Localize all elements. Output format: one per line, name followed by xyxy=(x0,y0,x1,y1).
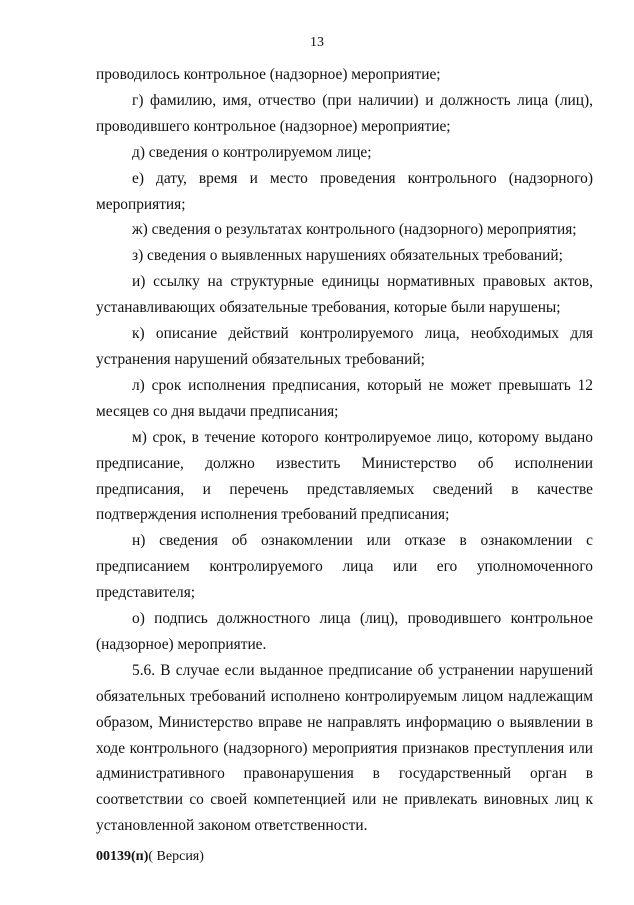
paragraph: проводилось контрольное (надзорное) мероприятие; xyxy=(96,66,441,83)
document-code: 00139(п) xyxy=(96,849,149,864)
paragraph: д) сведения о контролируемом лице; xyxy=(132,143,372,161)
document-version: ( Версия) xyxy=(148,849,204,864)
paragraph: е) дату, время и место проведения контрольного (надзорного) мероприятия; xyxy=(96,169,593,213)
paragraph: к) описание действий контролируемого лица, необходимых для устранения нарушений обязательных требований; xyxy=(96,325,593,368)
paragraph: 5.6. В случае если выданное предписание об устранении нарушений обязательных требований исполнено контролируемым лицом надлежащим образом, Министерство вправе не направлять информацию о выявлении в ходе контрольного (надзорного) мероприятия признаков преступления или административного правонарушения в государственный орган в соответствии со своей компетенцией или не привлекать виновных лиц к установленной законом ответственности. xyxy=(96,661,593,835)
page-number: 13 xyxy=(310,35,324,50)
footer-code xyxy=(96,849,204,865)
body-text xyxy=(96,62,593,839)
paragraph: о) подпись должностного лица (лиц), проводившего контрольное (надзорное) мероприятие. xyxy=(96,610,593,653)
paragraph: з) сведения о выявленных нарушениях обязательных требований; xyxy=(132,247,563,265)
paragraph: м) срок, в течение которого контролируемое лицо, которому выдано предписание, должно известить Министерство об исполнении предписания, и перечень представляемых сведений в качестве подтверждения исполнения требований предписания; xyxy=(96,428,593,524)
paragraph: ж) сведения о результатах контрольного (надзорного) мероприятия; xyxy=(132,221,577,239)
paragraph: г) фамилию, имя, отчество (при наличии) и должность лица (лиц), проводившего контрольное (надзорное) мероприятие; xyxy=(96,91,593,135)
paragraph: н) сведения об ознакомлении или отказе в ознакомлении с предписанием контролируемого лица или его уполномоченного представителя; xyxy=(96,532,593,602)
paragraph: и) ссылку на структурные единицы нормативных правовых актов, устанавливающих обязательные требования, которые были нарушены; xyxy=(96,273,593,317)
paragraph: л) срок исполнения предписания, который не может превышать 12 месяцев со дня выдачи предписания; xyxy=(96,376,593,420)
